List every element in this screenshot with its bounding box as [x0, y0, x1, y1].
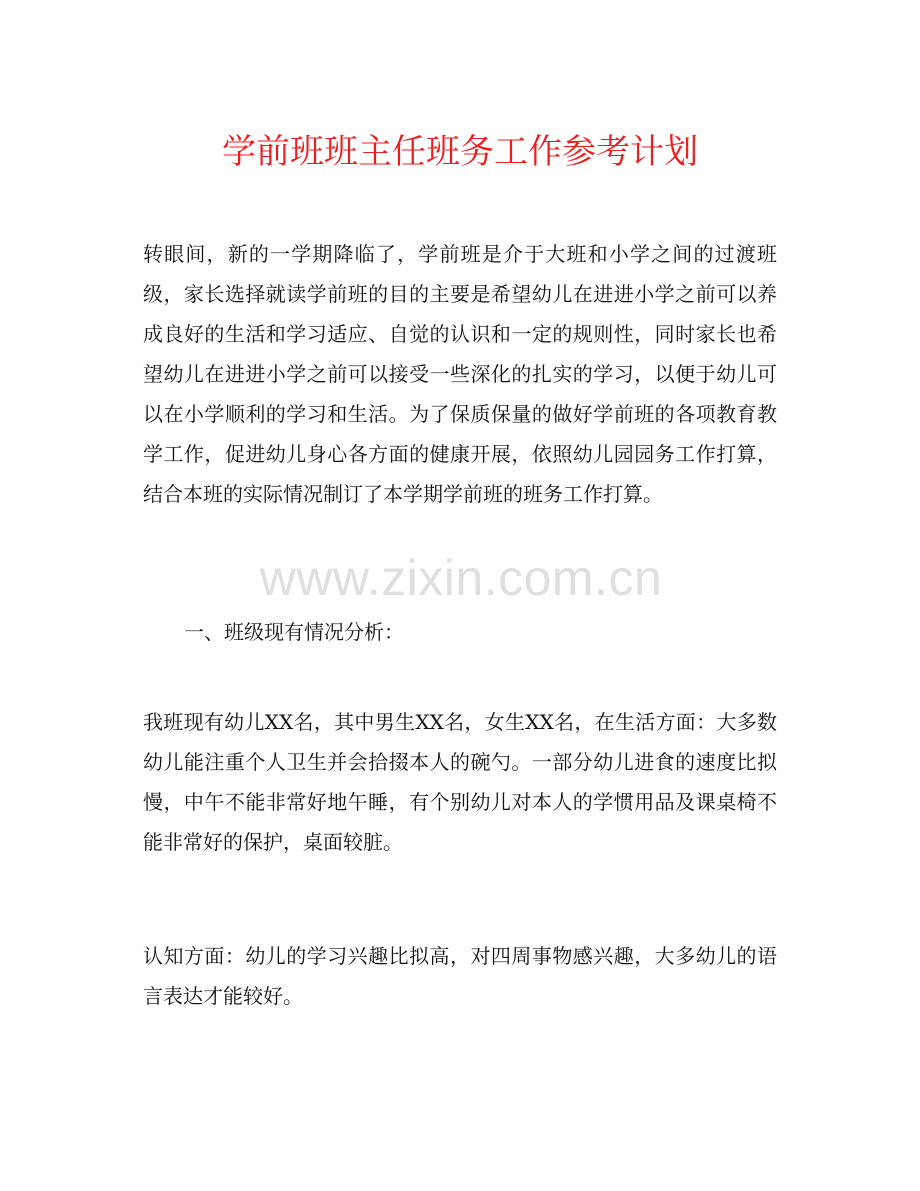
life-paragraph: 我班现有幼儿XX名，其中男生XX名，女生XX名，在生活方面：大多数幼儿能注重个人卫生并会拾掇本人的碗勺。一部分幼儿进食的速度比拟慢，中午不能非常好地午睡，有个别幼儿对本人的学惯用品及课桌椅不能非常好的保护，桌面较脏。 — [143, 710, 777, 854]
cognition-paragraph: 认知方面：幼儿的学习兴趣比拟高，对四周事物感兴趣，大多幼儿的语言表达才能较好。 — [143, 944, 777, 1008]
section-heading: 一、班级现有情况分析： — [184, 620, 404, 644]
intro-paragraph: 转眼间，新的一学期降临了，学前班是介于大班和小学之间的过渡班级，家长选择就读学前班的目的主要是希望幼儿在进进小学之前可以养成良好的生活和学习适应、自觉的认识和一定的规则性，同时家长也希望幼儿在进进小学之前可以接受一些深化的扎实的学习，以便于幼儿可以在小学顺利的学习和生活。为了保质保量的做好学前班的各项教育教学工作，促进幼儿身心各方面的健康开展，依照幼儿园园务工作打算，结合本班的实际情况制订了本学期学前班的班务工作打算。 — [143, 242, 777, 506]
watermark: www.zixin.com.cn — [259, 550, 663, 606]
document-title: 学前班班主任班务工作参考计划 — [222, 132, 698, 172]
